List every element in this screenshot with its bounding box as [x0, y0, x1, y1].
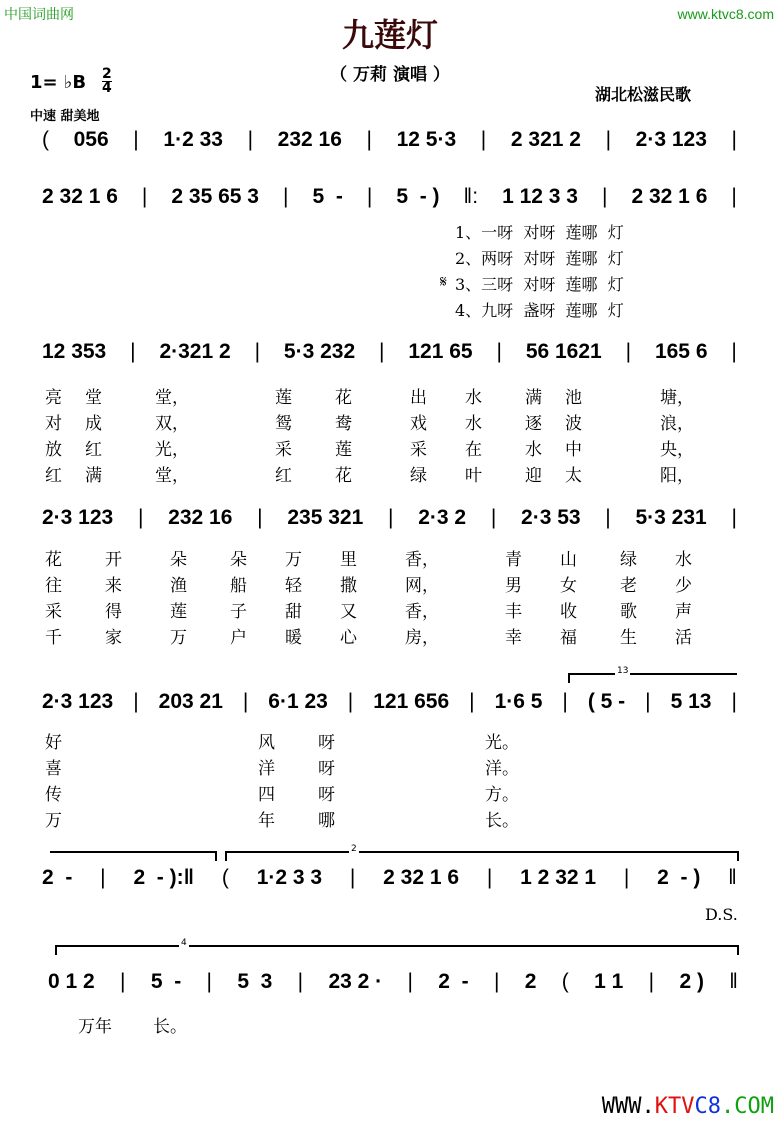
- barline: |: [254, 340, 261, 363]
- lyric-word: 风: [258, 733, 275, 753]
- lyric-word: 浪，: [660, 414, 694, 434]
- wm-www: WWW.: [601, 1094, 655, 1119]
- measure-notes: 2·3 123: [42, 506, 114, 529]
- lyric-word: 船: [230, 576, 247, 596]
- measure-notes: 12 5·3: [396, 128, 457, 151]
- barline: ‖:: [463, 185, 479, 208]
- measure-notes: 2 321 2: [510, 128, 581, 151]
- verse-intro-4: 4、九呀 盏呀 莲哪 灯: [455, 301, 624, 320]
- lyric-word: 成: [85, 414, 102, 434]
- watermark-bottom: [602, 1094, 774, 1119]
- measure-notes: 2 -: [438, 970, 469, 993]
- lyric-word: 红: [275, 466, 292, 486]
- barline: |: [645, 690, 651, 713]
- measure-notes: 1 2 32 1: [520, 866, 597, 889]
- measure-notes: 2 - ):‖: [133, 866, 195, 889]
- barline: |: [731, 185, 737, 208]
- barline: |: [100, 866, 106, 889]
- lyric-word: 放: [45, 440, 62, 460]
- barline: |: [388, 506, 394, 529]
- barline: |: [605, 128, 612, 151]
- barline: |: [283, 185, 289, 208]
- time-bottom: 4: [102, 80, 112, 96]
- barline: |: [731, 690, 737, 713]
- measure-notes: 2·3 123: [635, 128, 707, 151]
- lyric-word: 四: [258, 785, 275, 805]
- time-top: 2: [102, 66, 112, 82]
- lyric-word: 往: [45, 576, 62, 596]
- staff-line-3: [42, 340, 737, 364]
- barline: |: [407, 970, 413, 993]
- barline: |: [141, 185, 148, 208]
- measure-notes: 5 3: [237, 970, 273, 993]
- measure-notes: 56 1621: [525, 340, 602, 363]
- lyric-word: 少: [675, 576, 692, 596]
- lyric-word: 活: [675, 628, 692, 648]
- barline: ‖: [729, 970, 738, 993]
- lyric-word: 中: [565, 440, 582, 460]
- measure-notes: 056: [73, 128, 109, 151]
- barline: |: [130, 340, 136, 363]
- time-signature: [102, 68, 112, 95]
- lyric-word: 采: [410, 440, 427, 460]
- tempo-marking: 中速 甜美地: [30, 109, 100, 124]
- barline: |: [469, 690, 475, 713]
- measure-notes: 0 1 2: [48, 970, 95, 993]
- lyric-word: 双，: [155, 414, 189, 434]
- lyric-word: 生: [620, 628, 637, 648]
- barline: (: [221, 866, 229, 889]
- lyric-word: 满: [85, 466, 102, 486]
- lyric-word: 好: [45, 733, 62, 753]
- dal-segno: D.S.: [705, 905, 738, 924]
- lyric-word: 子: [230, 602, 247, 622]
- lyric-word: 网，: [405, 576, 439, 596]
- barline: |: [347, 690, 354, 713]
- measure-notes: 203 21: [158, 690, 223, 713]
- bracket-number: 13: [617, 666, 629, 676]
- measure-notes: 2 35 65 3: [171, 185, 259, 208]
- lyric-word: 朵: [170, 550, 187, 570]
- barline: |: [366, 185, 373, 208]
- measure-notes: 121 65: [408, 340, 473, 363]
- lyric-word: 传: [45, 785, 62, 805]
- measure-notes: 12 353: [42, 340, 107, 363]
- measure-notes: 5 13: [670, 690, 712, 713]
- lyric-word: 来: [105, 576, 122, 596]
- lyric-word: 女: [560, 576, 577, 596]
- lyric-word: 千: [45, 628, 62, 648]
- lyric-word: 绿: [620, 550, 637, 570]
- measure-notes: 232 16: [277, 128, 342, 151]
- lyric-word: 呀: [318, 733, 335, 753]
- measure-notes: 5 -: [150, 970, 182, 993]
- song-origin: 湖北松滋民歌: [595, 85, 692, 104]
- staff-line-2: [42, 185, 737, 209]
- barline: |: [496, 340, 502, 363]
- measure-notes: 2 ): [679, 970, 704, 993]
- measure-notes: 1 1: [594, 970, 624, 993]
- wm-ktv: KTV: [654, 1094, 695, 1119]
- barline: |: [623, 866, 630, 889]
- lyric-word: 光，: [155, 440, 189, 460]
- measure-notes: 2 -: [42, 866, 73, 889]
- barline: |: [605, 506, 611, 529]
- barline: |: [257, 506, 263, 529]
- lyric-word: 洋。: [485, 759, 519, 779]
- measure-notes: 6·1 23: [268, 690, 328, 713]
- measure-notes: 5·3 232: [283, 340, 356, 363]
- staff-line-4: [42, 506, 737, 530]
- lyric-word: 莲: [170, 602, 187, 622]
- measure-notes: 2 32 1 6: [42, 185, 118, 208]
- lyric-word: 花: [45, 550, 62, 570]
- barline: |: [137, 506, 144, 529]
- lyric-word: 声: [675, 602, 692, 622]
- lyric-word: 莲: [275, 388, 292, 408]
- lyric-word: 万: [285, 550, 302, 570]
- lyric-word: 万: [170, 628, 187, 648]
- lyric-word: 心: [340, 628, 357, 648]
- lyric-word: 莲: [335, 440, 352, 460]
- lyric-word: 收: [560, 602, 577, 622]
- lyric-word: 呀: [318, 759, 335, 779]
- lyric-word: 红: [85, 440, 102, 460]
- barline: |: [247, 128, 254, 151]
- lyric-word: 山: [560, 550, 577, 570]
- lyric-word: 亮: [45, 388, 62, 408]
- lyric-word: 房，: [405, 628, 439, 648]
- verse-intro-3: 3、三呀 对呀 莲哪 灯: [455, 275, 624, 294]
- lyric-word: 长。: [153, 1017, 187, 1037]
- lyric-word: 洋: [258, 759, 275, 779]
- lyric-word: 逐: [525, 414, 542, 434]
- barline: |: [601, 185, 608, 208]
- measure-notes: 2 - ): [657, 866, 701, 889]
- lyric-word: 青: [505, 550, 522, 570]
- lyric-word: 鸳: [275, 414, 292, 434]
- lyric-word: 红: [45, 466, 62, 486]
- lyric-word: 香，: [405, 550, 439, 570]
- barline: |: [120, 970, 126, 993]
- bracket-number: 2: [351, 844, 357, 854]
- measure-notes: 1·6 5: [494, 690, 543, 713]
- barline: |: [648, 970, 655, 993]
- lyric-word: 对: [45, 414, 62, 434]
- lyric-word: 家: [105, 628, 122, 648]
- barline: |: [562, 690, 568, 713]
- lyric-word: 歌: [620, 602, 637, 622]
- measure-notes: 1 12 3 3: [502, 185, 578, 208]
- barline: |: [366, 128, 372, 151]
- measure-notes: 2 32 1 6: [383, 866, 460, 889]
- lyric-word: 在: [465, 440, 482, 460]
- lyric-word: 采: [45, 602, 62, 622]
- barline: |: [206, 970, 212, 993]
- lyric-word: 年: [258, 811, 275, 831]
- lyric-word: 开: [105, 550, 122, 570]
- song-title: 九莲灯: [341, 16, 438, 54]
- measure-notes: 1·2 33: [163, 128, 223, 151]
- lyric-word: 塘，: [660, 388, 694, 408]
- lyric-word: 又: [340, 602, 357, 622]
- lyric-word: 央，: [660, 440, 694, 460]
- bracket-13: [568, 666, 737, 683]
- measure-notes: 121 656: [373, 690, 450, 713]
- lyric-word: 花: [335, 466, 352, 486]
- measure-notes: 235 321: [287, 506, 364, 529]
- lyric-word: 甜: [285, 602, 302, 622]
- lyric-word: 阳，: [660, 466, 694, 486]
- barline: ‖: [728, 866, 737, 889]
- barline: |: [133, 690, 139, 713]
- barline: |: [349, 866, 356, 889]
- lyric-word: 轻: [285, 576, 302, 596]
- key-signature: 1= ♭B: [30, 72, 87, 93]
- measure-notes: 5 - ): [396, 185, 440, 208]
- staff-line-7: [48, 970, 738, 994]
- barline: |: [731, 506, 737, 529]
- measure-notes: 232 16: [168, 506, 233, 529]
- lyric-word: 花: [335, 388, 352, 408]
- lyric-word: 老: [620, 576, 637, 596]
- barline: |: [731, 340, 737, 363]
- measure-notes: 2 32 1 6: [631, 185, 708, 208]
- bracket-2: [225, 844, 739, 861]
- lyric-word: 波: [565, 414, 582, 434]
- staff-line-5: [42, 690, 737, 714]
- staff-line-1: [42, 128, 737, 152]
- barline: |: [486, 866, 493, 889]
- measure-notes: 2·3 53: [521, 506, 581, 529]
- lyric-word: 长。: [485, 811, 519, 831]
- measure-notes: 2·3 2: [418, 506, 467, 529]
- staff-line-6: [42, 866, 737, 890]
- lyric-word: 迎: [525, 466, 542, 486]
- watermark-site-right: www.ktvc8.com: [677, 6, 774, 22]
- barline: |: [480, 128, 487, 151]
- barline: |: [133, 128, 139, 151]
- measure-notes: 23 2 ·: [328, 970, 383, 993]
- measure-notes: 1·2 3 3: [256, 866, 323, 889]
- bracket-volta: [50, 851, 217, 861]
- barline: |: [625, 340, 632, 363]
- lyric-word: 光。: [485, 733, 519, 753]
- lyric-word: 香，: [405, 602, 439, 622]
- verse-intro-1: 1、一呀 对呀 莲哪 灯: [455, 223, 624, 242]
- lyric-word: 里: [340, 550, 357, 570]
- lyric-word: 绿: [410, 466, 427, 486]
- lyric-word: 叶: [465, 466, 482, 486]
- wm-c8: C8: [694, 1094, 722, 1119]
- lyric-word: 太: [565, 466, 582, 486]
- bracket-4: [55, 938, 739, 955]
- lyric-word: 暖: [285, 628, 302, 648]
- lyric-word: 水: [675, 550, 692, 570]
- barline: (: [42, 128, 49, 151]
- segno-icon: 𝄋: [440, 272, 447, 291]
- barline: |: [493, 970, 500, 993]
- verse-intro-2: 2、两呀 对呀 莲哪 灯: [455, 249, 624, 268]
- measure-notes: 5 -: [312, 185, 343, 208]
- barline: |: [242, 690, 249, 713]
- performer: （ 万莉 演唱 ）: [330, 65, 450, 85]
- barline: |: [297, 970, 304, 993]
- lyric-word: 水: [465, 414, 482, 434]
- lyric-word: 福: [560, 628, 577, 648]
- bracket-number: 4: [181, 938, 187, 948]
- lyric-word: 朵: [230, 550, 247, 570]
- lyric-word: 渔: [170, 576, 187, 596]
- lyric-word: 万: [45, 811, 62, 831]
- lyric-word: 堂，: [155, 388, 189, 408]
- lyric-word: 得: [105, 602, 122, 622]
- lyric-word: 满: [525, 388, 542, 408]
- barline: |: [490, 506, 497, 529]
- measure-notes: 2: [524, 970, 537, 993]
- lyric-word: 鸯: [335, 414, 352, 434]
- lyric-word: 方。: [485, 785, 519, 805]
- measure-notes: 165 6: [654, 340, 708, 363]
- measure-notes: 2·321 2: [159, 340, 231, 363]
- lyric-word: 幸: [505, 628, 522, 648]
- lyric-word: 出: [410, 388, 427, 408]
- lyric-word: 水: [525, 440, 542, 460]
- lyric-word: 万年: [78, 1017, 112, 1037]
- lyric-word: 水: [465, 388, 482, 408]
- barline: (: [561, 970, 569, 993]
- measure-notes: 5·3 231: [635, 506, 707, 529]
- wm-com: .COM: [721, 1094, 774, 1119]
- lyric-word: 戏: [410, 414, 427, 434]
- lyric-word: 堂: [85, 388, 102, 408]
- barline: |: [731, 128, 737, 151]
- lyric-word: 池: [565, 388, 582, 408]
- lyric-word: 喜: [45, 759, 62, 779]
- lyric-word: 采: [275, 440, 292, 460]
- lyric-word: 哪: [318, 811, 335, 831]
- watermark-site-left: 中国词曲网: [4, 6, 74, 22]
- lyric-word: 堂，: [155, 466, 189, 486]
- barline: |: [379, 340, 385, 363]
- measure-notes: ( 5 -: [587, 690, 626, 713]
- lyric-word: 丰: [505, 602, 522, 622]
- measure-notes: 2·3 123: [42, 690, 114, 713]
- lyric-word: 男: [505, 576, 522, 596]
- lyric-word: 呀: [318, 785, 335, 805]
- lyric-word: 户: [230, 628, 247, 648]
- lyric-word: 撒: [340, 576, 357, 596]
